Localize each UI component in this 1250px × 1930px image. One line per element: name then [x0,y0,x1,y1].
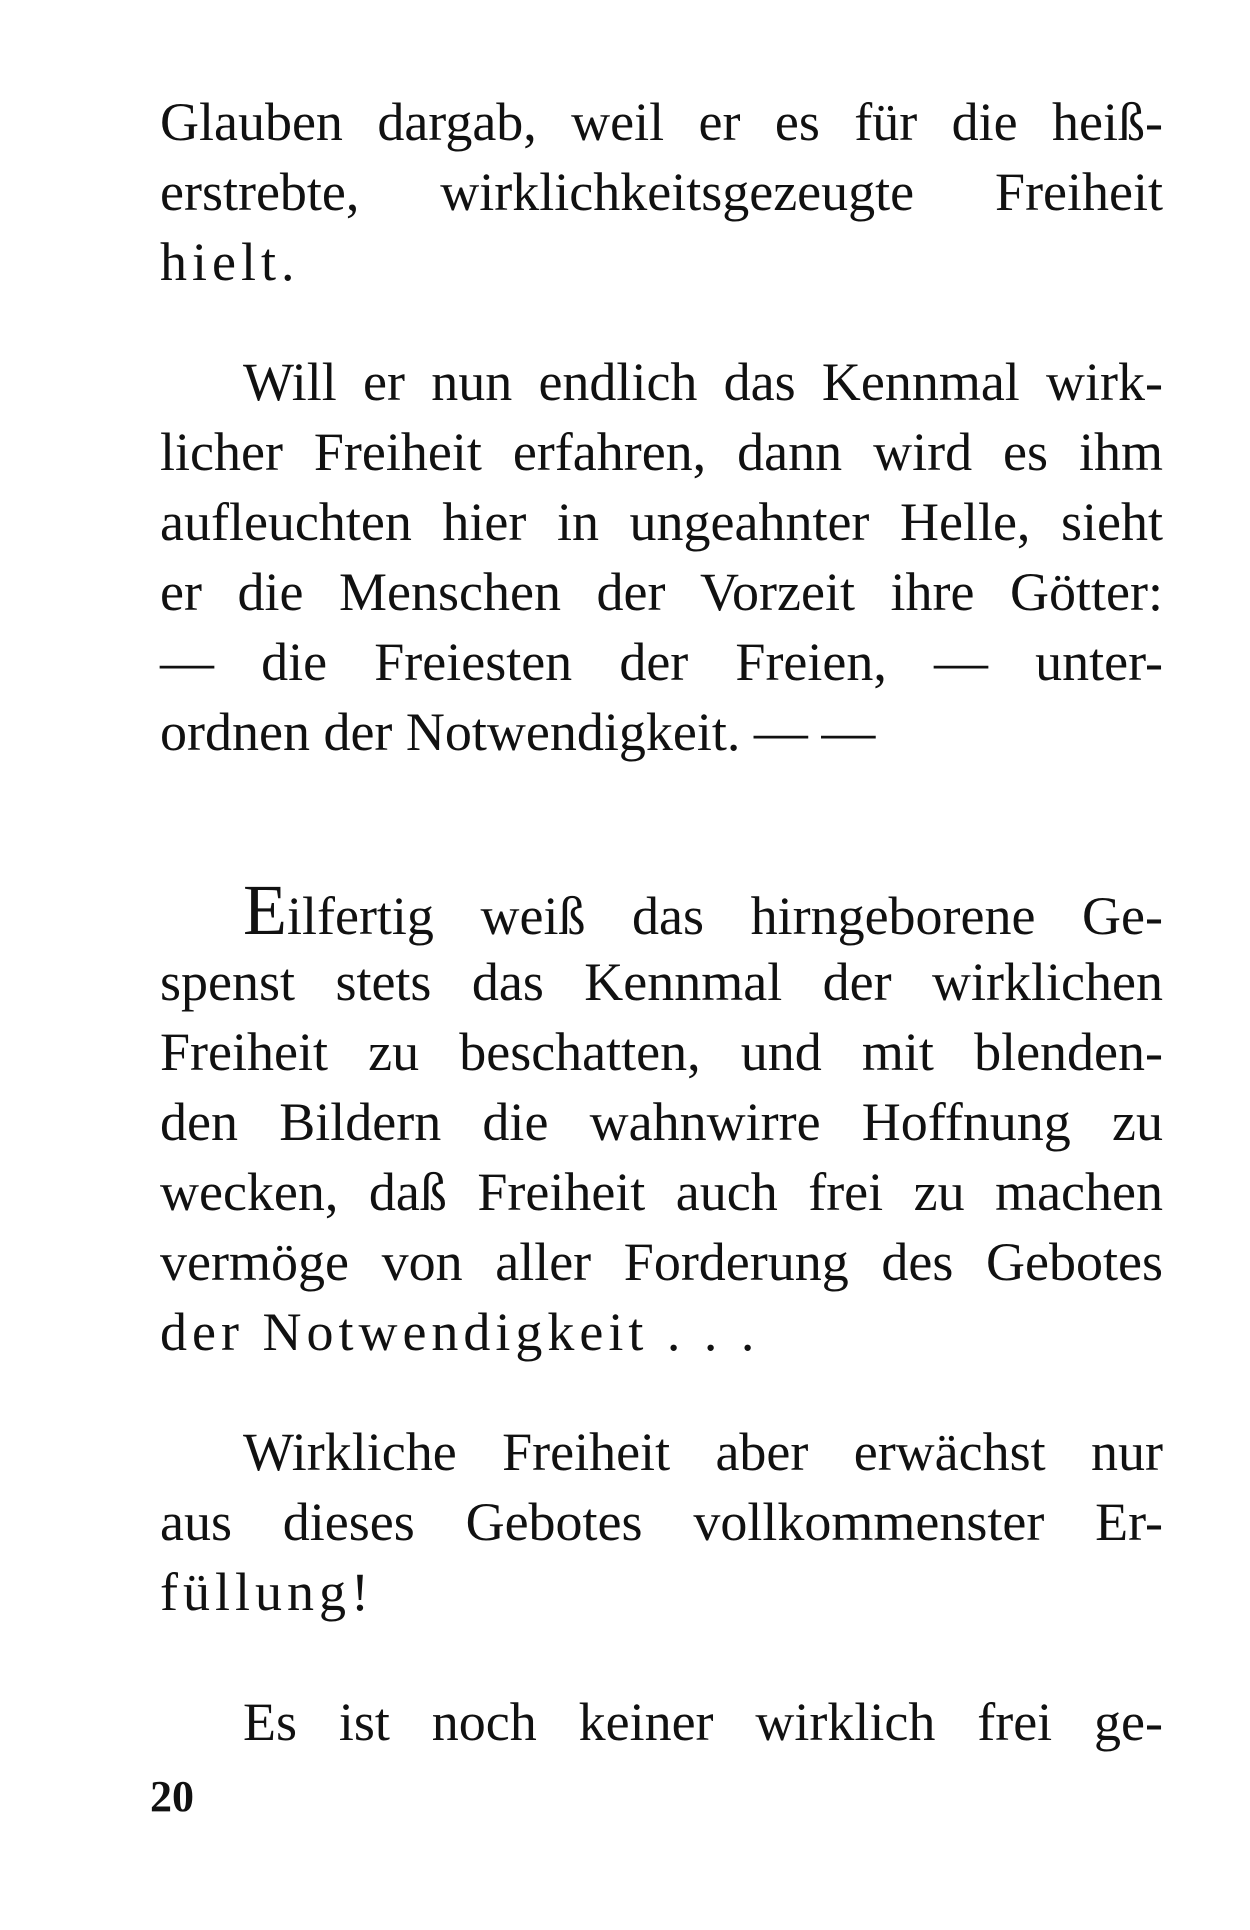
text-line: erstrebte, wirklichkeitsgezeugte Freiheit [160,162,1163,222]
text-line: aufleuchten hier in ungeahnter Helle, sieht [160,492,1163,552]
text-line: Glauben dargab, weil er es für die heiß- [160,92,1163,152]
text-line: füllung! [160,1562,374,1622]
text-line [243,870,1163,950]
text-line: wecken, daß Freiheit auch frei zu machen [160,1162,1163,1222]
text-line: licher Freiheit erfahren, dann wird es ihm [160,422,1163,482]
text-line-rest: ilfertig weiß das hirngeborene Ge- [286,886,1163,946]
text-line: hielt. [160,232,300,292]
drop-cap: E [243,870,287,950]
text-line: vermöge von aller Forderung des Gebotes [160,1232,1163,1292]
text-line: spenst stets das Kennmal der wirklichen [160,952,1163,1012]
text-line: er die Menschen der Vorzeit ihre Götter: [160,562,1163,622]
text-line: Freiheit zu beschatten, und mit blenden- [160,1022,1163,1082]
text-line: Es ist noch keiner wirklich frei ge- [243,1692,1163,1752]
text-line: — die Freiesten der Freien, — unter- [160,632,1163,692]
text-line: den Bildern die wahnwirre Hoffnung zu [160,1092,1163,1152]
page-number: 20 [150,1772,194,1821]
text-line: aus dieses Gebotes vollkommenster Er- [160,1492,1163,1552]
text-line: Wirkliche Freiheit aber erwächst nur [243,1422,1163,1482]
text-line: ordnen der Notwendigkeit. — — [160,702,876,762]
text-line: der Notwendigkeit . . . [160,1302,760,1362]
text-line: Will er nun endlich das Kennmal wirk- [243,352,1163,412]
